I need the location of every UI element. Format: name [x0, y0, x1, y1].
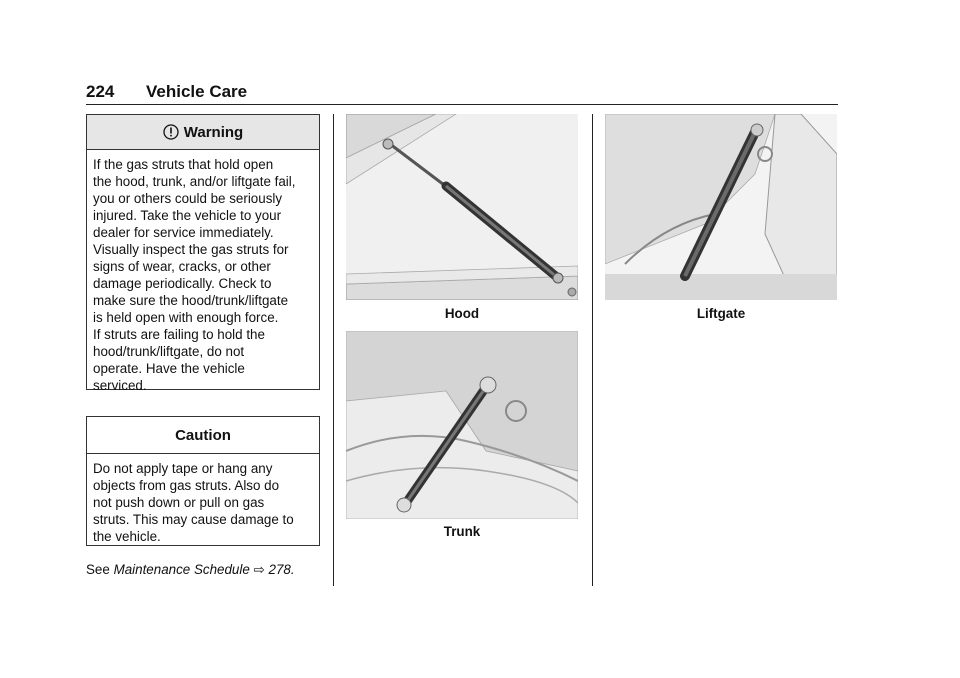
caution-line: the vehicle. — [93, 529, 161, 544]
warning-line: the hood, trunk, and/or liftgate fail, — [93, 174, 296, 189]
caution-line: struts. This may cause damage to — [93, 512, 294, 527]
trunk-illustration — [346, 331, 578, 519]
caution-header — [87, 417, 319, 454]
page-ref-arrow-icon: ⇨ — [253, 562, 265, 577]
page-header — [86, 82, 838, 105]
caution-title: Caution — [175, 426, 231, 444]
warning-line: operate. Have the vehicle — [93, 361, 245, 376]
caution-line: objects from gas struts. Also do — [93, 478, 280, 493]
warning-line: If struts are failing to hold the — [93, 327, 265, 342]
page-number: 224 — [86, 82, 115, 101]
see-also — [86, 562, 295, 578]
warning-line: you or others could be seriously — [93, 191, 283, 206]
warning-line: signs of wear, cracks, or other — [93, 259, 271, 274]
column-divider — [333, 114, 334, 586]
trunk-caption: Trunk — [443, 524, 481, 539]
warning-line: make sure the hood/trunk/liftgate — [93, 293, 289, 308]
warning-title: Warning — [183, 123, 244, 141]
caution-line: not push down or pull on gas — [93, 495, 265, 510]
warning-line: damage periodically. Check to — [93, 276, 272, 291]
warning-text — [87, 150, 319, 400]
maintenance-schedule-link[interactable]: Maintenance Schedule — [113, 562, 250, 577]
warning-box — [86, 114, 320, 393]
warning-line: hood/trunk/liftgate, do not — [93, 344, 245, 359]
hood-illustration — [346, 114, 578, 300]
liftgate-illustration — [605, 114, 837, 300]
caution-text — [87, 454, 319, 551]
warning-line: If the gas struts that hold open — [93, 157, 274, 172]
column-divider — [592, 114, 593, 586]
see-prefix: See — [86, 562, 110, 577]
warning-line: serviced. — [93, 378, 147, 393]
caution-box — [86, 416, 320, 546]
hood-caption: Hood — [444, 306, 480, 321]
liftgate-caption: Liftgate — [696, 306, 746, 321]
warning-header — [87, 115, 319, 150]
page-reference[interactable]: 278. — [268, 562, 295, 577]
caution-line: Do not apply tape or hang any — [93, 461, 273, 476]
warning-circle-icon — [163, 124, 179, 140]
warning-line: is held open with enough force. — [93, 310, 279, 325]
warning-line: Visually inspect the gas struts for — [93, 242, 289, 257]
warning-line: injured. Take the vehicle to your — [93, 208, 282, 223]
warning-line: dealer for service immediately. — [93, 225, 274, 240]
section-title: Vehicle Care — [146, 82, 248, 101]
